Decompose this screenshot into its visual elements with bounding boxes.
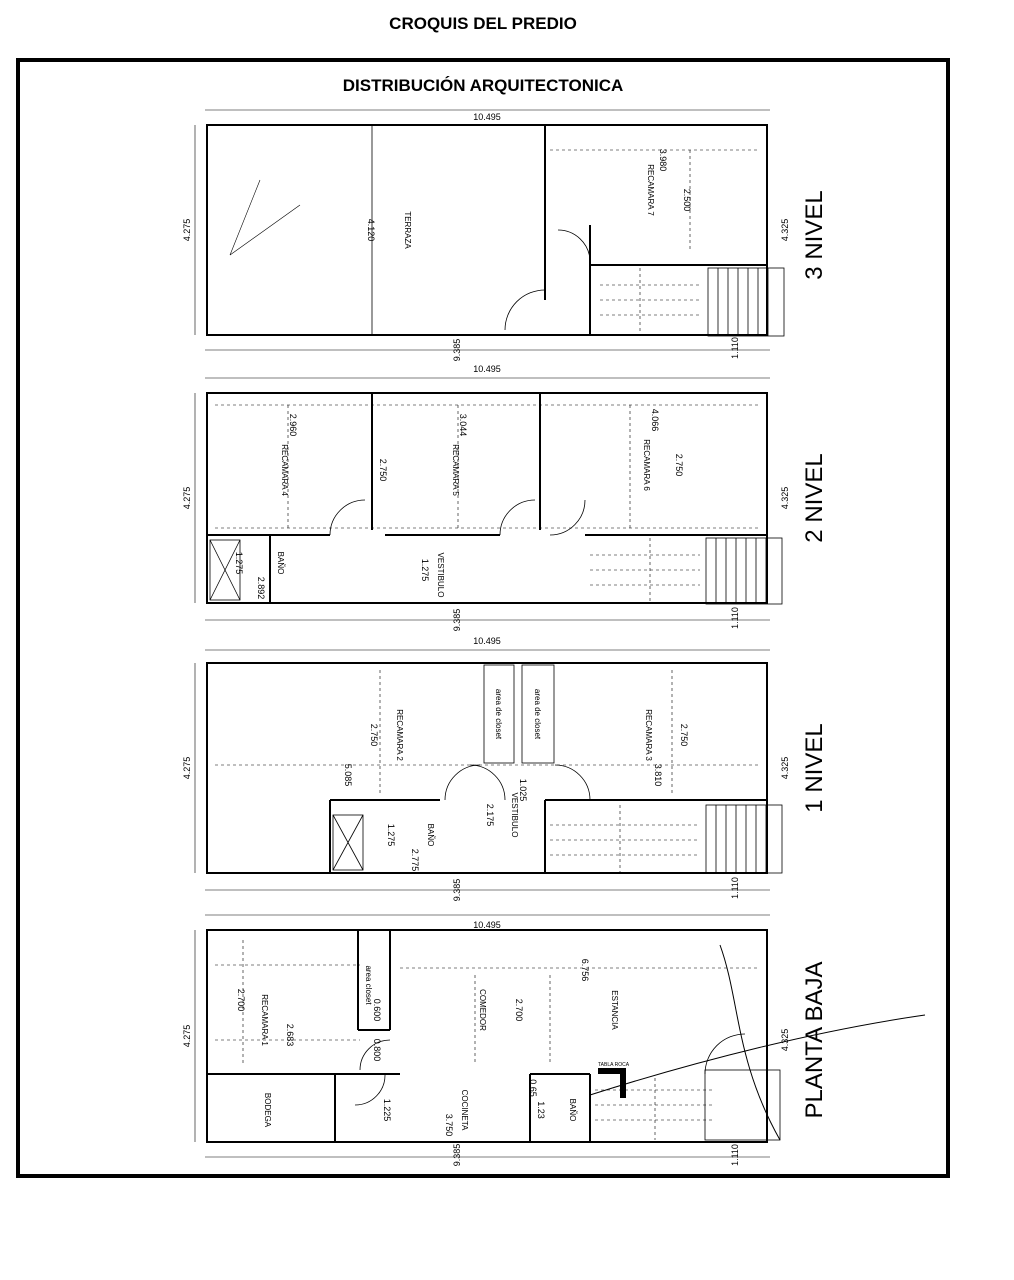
room-dim: 1.23 <box>536 1101 546 1119</box>
room-label: BODEGA <box>263 1092 272 1128</box>
dim-left: 4.275 <box>182 756 192 780</box>
room-dim: 0.800 <box>372 1038 382 1062</box>
room-dim: 3.980 <box>658 148 668 172</box>
room-dim: 2.175 <box>485 803 495 827</box>
room-dim: 1.225 <box>382 1098 392 1122</box>
frame-title: DISTRIBUCIÓN ARQUITECTONICA <box>342 76 624 95</box>
room-dim: 3.750 <box>444 1113 454 1137</box>
room-dim: 1.275 <box>234 551 244 575</box>
room-label: RECAMARA 3 <box>644 709 653 761</box>
dim-left: 4.275 <box>182 1024 192 1048</box>
dim-right: 4.325 <box>780 218 790 242</box>
room-label: RECAMARA 1 <box>260 994 269 1046</box>
dim-top: 10.495 <box>473 364 501 374</box>
room-dim: 2.750 <box>679 723 689 747</box>
room-label: BAÑO <box>568 1098 577 1122</box>
room-label: RECAMARA 2 <box>395 709 404 761</box>
level-label: 3 NIVEL <box>801 190 828 280</box>
room-label: VESTIBULO <box>510 792 519 838</box>
dim-bottom-stair: 1.110 <box>730 337 740 359</box>
room-dim: 4.120 <box>366 218 376 242</box>
room-label: TERRAZA <box>403 211 412 249</box>
dim-bottom-stair: 1.110 <box>730 877 740 899</box>
room-dim: 0.600 <box>372 998 382 1022</box>
room-dim: 2.960 <box>288 413 298 437</box>
room-dim: 2.683 <box>285 1023 295 1047</box>
dim-bottom-main: 9.385 <box>452 878 462 902</box>
room-dim: 3.810 <box>653 763 663 787</box>
dim-top: 10.495 <box>473 636 501 646</box>
dim-bottom-stair: 1.110 <box>730 607 740 629</box>
room-label: RECAMARA 7 <box>646 164 655 216</box>
room-dim: 2.700 <box>514 998 524 1022</box>
room-label: area de closet <box>494 688 503 740</box>
dim-right: 4.325 <box>780 1028 790 1052</box>
room-dim: 2.750 <box>369 723 379 747</box>
dim-right: 4.325 <box>780 486 790 510</box>
dim-top: 10.495 <box>473 920 501 930</box>
room-dim: 3.044 <box>458 413 468 437</box>
room-label: RECAMARA 4 <box>280 444 289 496</box>
room-dim: 5.085 <box>343 763 353 787</box>
room-label: COMEDOR <box>478 989 487 1031</box>
level-label: 2 NIVEL <box>801 453 828 543</box>
plan-3-nivel <box>182 110 828 361</box>
room-dim: 1.275 <box>386 823 396 847</box>
dim-left: 4.275 <box>182 218 192 242</box>
level-label: 1 NIVEL <box>801 723 828 813</box>
dim-bottom-stair: 1.110 <box>730 1144 740 1166</box>
plan-1-nivel <box>182 636 828 901</box>
room-dim: 0.65 <box>528 1079 538 1097</box>
room-dim: 1.025 <box>518 778 528 802</box>
room-label: RECAMARA 6 <box>642 439 651 491</box>
room-dim: 2.750 <box>378 458 388 482</box>
room-dim: 1.275 <box>420 558 430 582</box>
room-label: ESTANCIA <box>610 990 619 1030</box>
room-label: BAÑO <box>426 823 435 847</box>
room-dim: 6.756 <box>580 958 590 982</box>
dim-bottom-main: 9.385 <box>452 338 462 362</box>
note-label: TABLA ROCA <box>598 1062 630 1068</box>
room-dim: 2.892 <box>256 576 266 600</box>
plan-2-nivel <box>182 364 828 631</box>
dim-bottom-main: 9.385 <box>452 608 462 632</box>
room-label: RECAMARA 5 <box>451 444 460 496</box>
dim-right: 4.325 <box>780 756 790 780</box>
level-label: PLANTA BAJA <box>801 961 828 1119</box>
room-dim: 4.066 <box>650 408 660 432</box>
room-label: BAÑO <box>276 551 285 575</box>
plan-planta-baja <box>182 915 925 1166</box>
room-dim: 2.775 <box>410 848 420 872</box>
room-dim: 2.700 <box>236 988 246 1012</box>
room-label: area closet <box>364 965 373 1005</box>
room-label: VESTIBULO <box>436 552 445 598</box>
page-title: CROQUIS DEL PREDIO <box>389 14 577 33</box>
room-dim: 2.750 <box>674 453 684 477</box>
room-label: COCINETA <box>460 1089 469 1131</box>
dim-top: 10.495 <box>473 112 501 122</box>
room-label: area de closet <box>533 688 542 740</box>
dim-left: 4.275 <box>182 486 192 510</box>
dim-bottom-main: 9.385 <box>452 1143 462 1167</box>
room-dim: 2.500 <box>682 188 692 212</box>
